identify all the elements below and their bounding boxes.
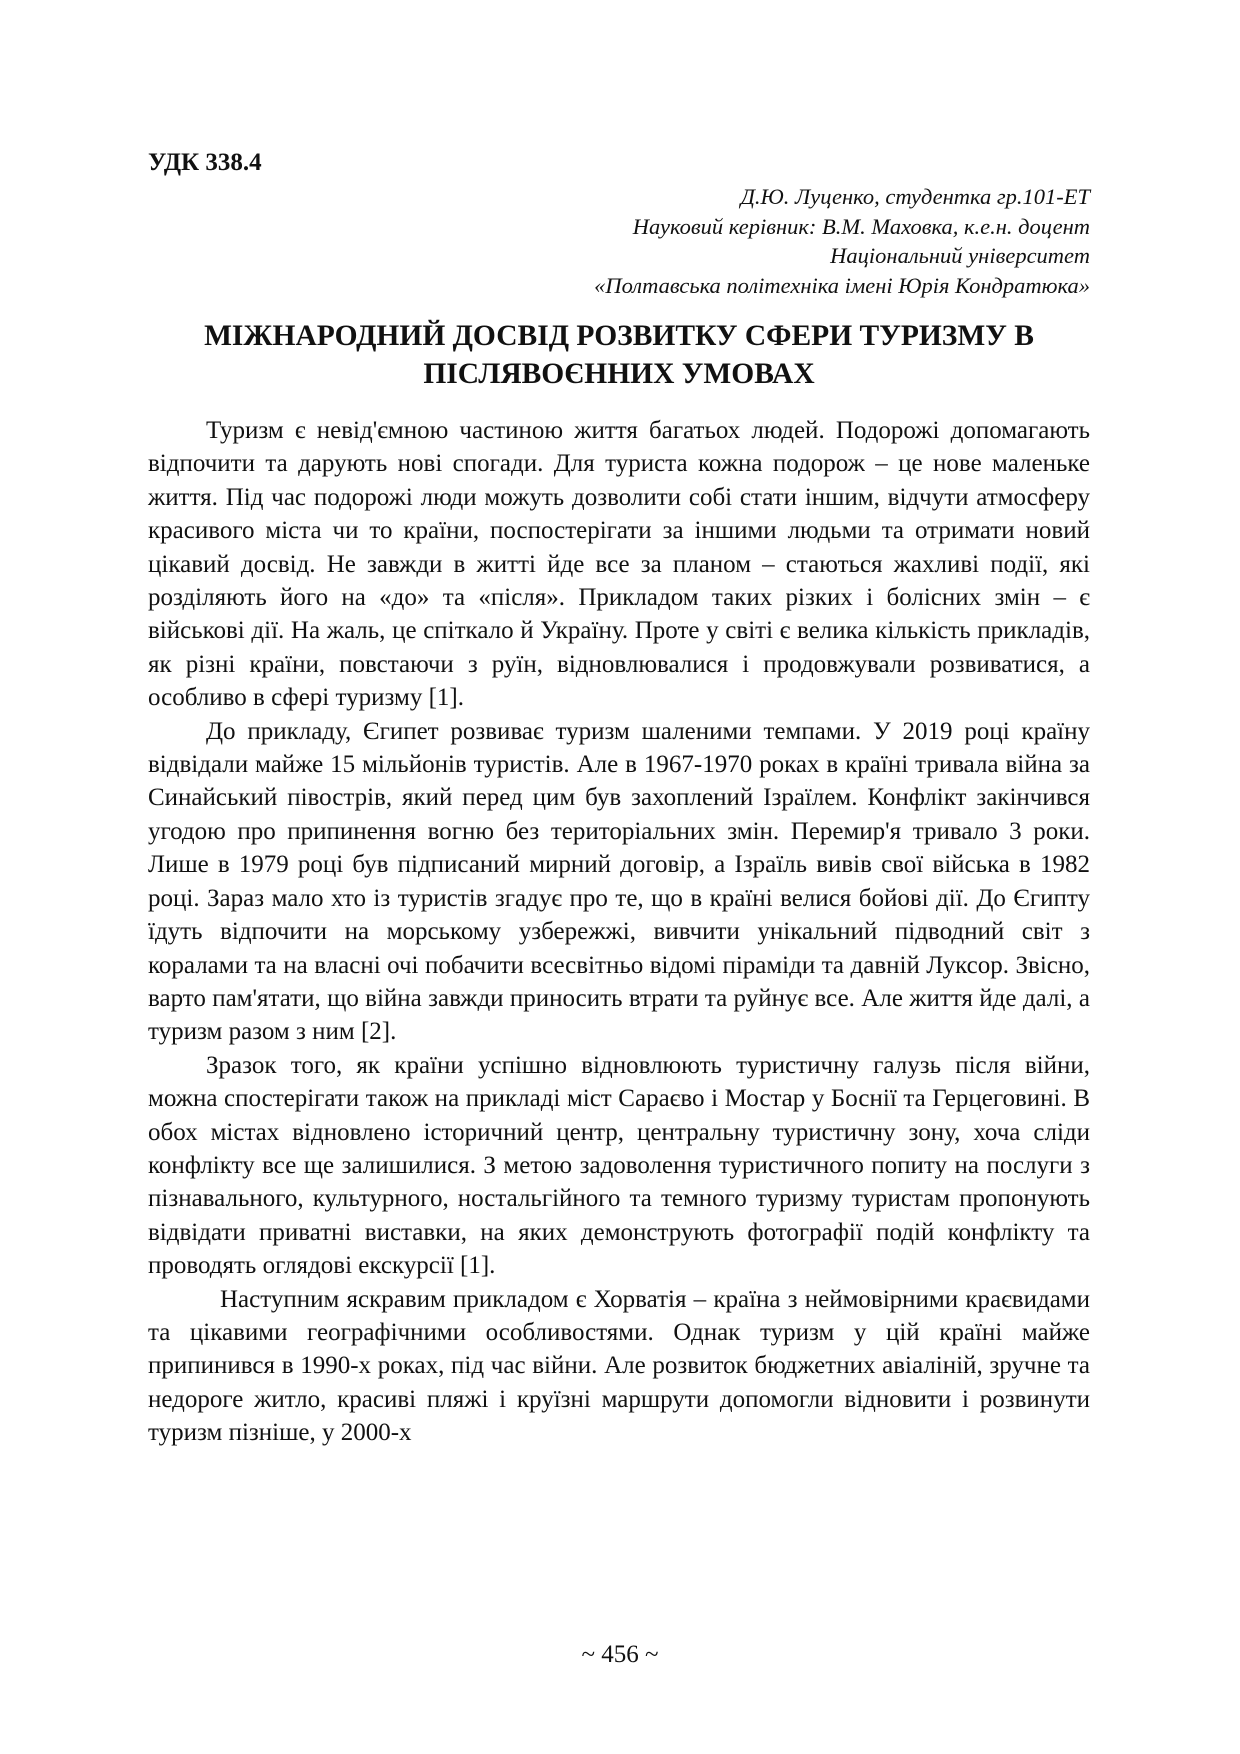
page-number: ~ 456 ~	[581, 1641, 659, 1668]
body-paragraph: Зразок того, як країни успішно відновлюють туристичну галузь після війни, можна спостерігати також на прикладі міст Сараєво і Мостар у Боснії та Герцеговині. В обох містах відновлено історичний центр, центральну туристичну зону, хоча сліди конфлікту все ще залишилися. З метою задоволення туристичного попиту на послуги з пізнавального, культурного, ностальгійного та темного туризму туристам пропонують відвідати приватні виставки, на яких демонструють фотографії подій конфлікту та проводять оглядові екскурсії [1].	[148, 1051, 1090, 1280]
body-paragraph: До прикладу, Єгипет розвиває туризм шаленими темпами. У 2019 році країну відвідали майже 15 мільйонів туристів. Але в 1967-1970 роках в країні тривала війна за Синайський півострів, який перед цим був захоплений Ізраїлем. Конфлікт закінчився угодою про припинення вогню без територіальних змін. Перемир'я тривало 3 роки. Лише в 1979 році був підписаний мирний договір, а Ізраїль вивів свої війська в 1982 році. Зараз мало хто із туристів згадує про те, що в країні велися бойові дії. До Єгипту їдуть відпочити на морському узбережжі, вивчити унікальний підводний світ з коралами та на власні очі побачити всесвітньо відомі піраміди та давній Луксор. Звісно, варто пам'ятати, що війна завжди приносить втрати та руйнує все. Але життя йде далі, а туризм разом з ним [2].	[148, 717, 1090, 1046]
title-line: ПІСЛЯВОЄННИХ УМОВАХ	[423, 358, 815, 390]
article-body	[148, 414, 1090, 1450]
body-paragraph: Наступним яскравим прикладом є Хорватія – країна з неймовірними краєвидами та цікавими географічними особливостями. Однак туризм у цій країні майже припинився в 1990-х роках, під час війни. Але розвиток бюджетних авіаліній, зручне та недороге житло, красиві пляжі і круїзні маршрути допомогли відновити і розвинути туризм пізніше, у 2000-х	[148, 1285, 1090, 1447]
body-paragraph: Туризм є невід'ємною частиною життя багатьох людей. Подорожі допомагають відпочити та дарують нові спогади. Для туриста кожна подорож – це нове маленьке життя. Під час подорожі люди можуть дозволити собі стати іншим, відчути атмосферу красивого міста чи то країни, поспостерігати за іншими людьми та отримати новий цікавий досвід. Не завжди в житті йде все за планом – стаються жахливі події, які розділяють його на «до» та «після». Прикладом таких різких і болісних змін – є військові дії. На жаль, це спіткало й Україну. Проте у світі є велика кількість прикладів, як різні країни, повстаючи з руїн, відновлювалися і продовжували розвиватися, а особливо в сфері туризму [1].	[148, 417, 1090, 712]
university-line: Національний університет	[830, 243, 1090, 268]
supervisor-line: Науковий керівник: В.М. Маховка, к.е.н. доцент	[632, 213, 1090, 239]
article-title	[148, 317, 1090, 393]
author-line: Д.Ю. Луценко, студентка гр.101-ЕТ	[740, 184, 1090, 209]
author-affiliation-block	[390, 182, 1090, 300]
university-name-line: «Полтавська політехніка імені Юрія Кондратюка»	[594, 272, 1090, 298]
udk-code: УДК 338.4	[148, 149, 262, 176]
title-line: МІЖНАРОДНИЙ ДОСВІД РОЗВИТКУ СФЕРИ ТУРИЗМУ В	[204, 320, 1034, 352]
